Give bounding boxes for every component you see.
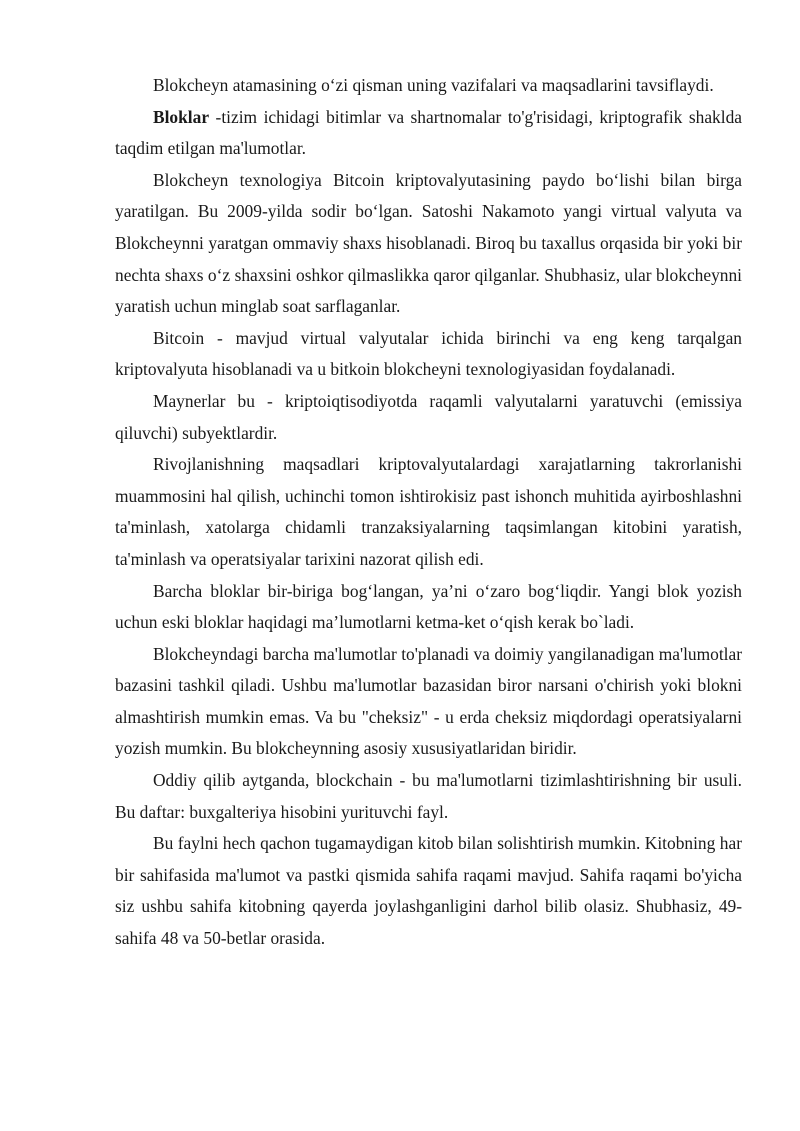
paragraph-bitcoin: Bitcoin - mavjud virtual valyutalar ichida birinchi va eng keng tarqalgan kriptovalyuta hisoblanadi va u bitkoin blokcheyni texnologiyasidan foydalanadi. [115, 327, 742, 380]
paragraph-blocks-definition: Bloklar -tizim ichidagi bitimlar va shartnomalar to'g'risidagi, kriptografik shaklda taqdim etilgan ma'lumotlar. [115, 106, 742, 159]
paragraph-miners: Maynerlar bu - kriptoiqtisodiyotda raqamli valyutalarni yaratuvchi (emissiya qiluvchi) subyektlardir. [115, 390, 742, 443]
paragraph-blockchain-term: Blokcheyn atamasining o‘zi qisman uning vazifalari va maqsadlarini tavsiflaydi. [153, 75, 714, 95]
term-bloklar: Bloklar [153, 106, 210, 127]
paragraph-development-goals: Rivojlanishning maqsadlari kriptovalyutalardagi xarajatlarning takrorlanishi muammosini hal qilish, uchinchi tomon ishtirokisiz past ishonch muhitida ayirboshlashni ta'minlash, xatolarga chidamli tranzaksiyalarning taqsimlangan kitobini yaratish, ta'minlash va operatsiyalar tarixini nazorat qilish edi. [115, 454, 742, 569]
paragraph-database: Blokcheyndagi barcha ma'lumotlar to'planadi va doimiy yangilanadigan ma'lumotlar bazasini tashkil qiladi. Ushbu ma'lumotlar bazasidan biror narsani o'chirish yoki blokni almashtirish mumkin emas. Va bu "cheksiz" - u erda cheksiz miqdordagi operatsiyalarni yozish mumkin. Bu blokcheynning asosiy xususiyatlaridan biridir. [115, 643, 742, 759]
paragraph-book-analogy: Bu faylni hech qachon tugamaydigan kitob bilan solishtirish mumkin. Kitobning har bir sahifasida ma'lumot va pastki qismida sahifa raqami mavjud. Sahifa raqami bo'yicha siz ushbu sahifa kitobning qayerda joylashganligini darhol bilib olasiz. Shubhasiz, 49-sahifa 48 va 50-betlar orasida. [115, 833, 742, 949]
paragraph-simple-definition: Oddiy qilib aytganda, blockchain - bu ma'lumotlarni tizimlashtirishning bir usuli. Bu daftar: buxgalteriya hisobini yurituvchi fayl. [115, 770, 742, 822]
paragraph-blockchain-origin: Blokcheyn texnologiya Bitcoin kriptovalyutasining paydo bo‘lishi bilan birga yaratilgan. Bu 2009-yilda sodir bo‘lgan. Satoshi Nakamoto yangi virtual valyuta va Blokcheynni yaratgan ommaviy shaxs hisoblanadi. Biroq bu taxallus orqasida bir yoki bir nechta shaxs o‘z shaxsini oshkor qilmaslikka qaror qilganlar. Shubhasiz, ular blokcheynni yaratish uchun minglab soat sarflaganlar. [115, 169, 742, 317]
paragraph-linked-blocks: Barcha bloklar bir-biriga bog‘langan, ya’ni o‘zaro bog‘liqdir. Yangi blok yozish uchun eski bloklar haqidagi ma’lumotlarni ketma-ket o‘qish kerak bo`ladi. [115, 580, 742, 633]
document-page [115, 70, 742, 955]
